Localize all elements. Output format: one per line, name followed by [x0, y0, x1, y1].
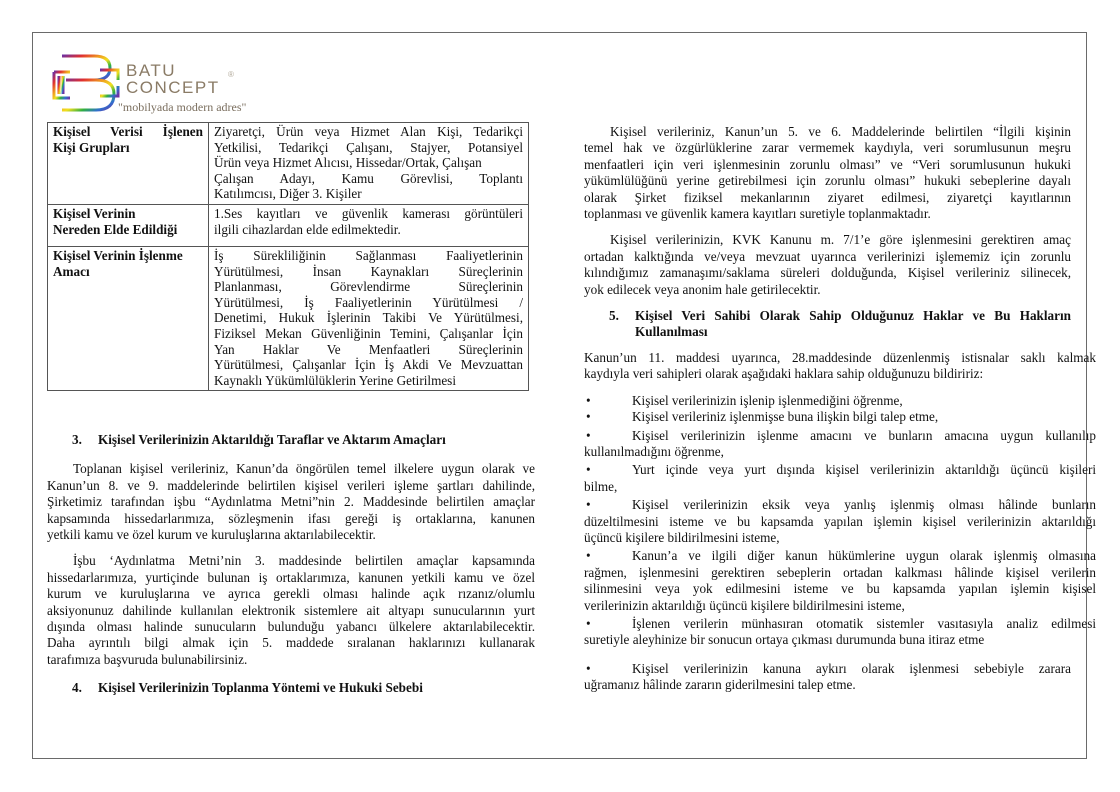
value-line: Yürütülmesi, İnsan Kaynakları Süreçlerinin [214, 263, 523, 279]
table-row [48, 246, 529, 390]
left-column [47, 432, 535, 697]
text-line: Kanun’un 8. ve 9. maddelerinde belirtilen kişisel verileri işleme şartları dahilinde, [47, 477, 535, 493]
table-row-value [209, 123, 529, 205]
rights-list [584, 393, 1096, 694]
list-item [584, 428, 1096, 461]
text-line: yok edilecek veya anonim hale getirilecektir. [584, 281, 821, 297]
value-line: Ürün veya Hizmet Alıcısı, Hissedar/Ortak, Çalışan [214, 155, 482, 171]
text-line: düzeltilmesini isteme ve bu kapsamda yapılan işlemin kişisel verilerinizin aktarıldığı [584, 513, 1096, 529]
label-line: Nereden Elde Edildiği [53, 221, 178, 237]
list-item [584, 462, 1096, 495]
text-line: İşbu ‘Aydınlatma Metni’nin 3. maddesinde belirtilen amaçlar kapsamında [73, 553, 535, 569]
text-line: Kişisel verilerinizin kanuna aykırı olarak işlenmesi sebebiyle zarara [632, 660, 1071, 676]
text-line: dışında olması halinde sunucuların bulunduğu yabancı ülkelere aktarılabilecektir. [47, 619, 535, 635]
text-line: silinmesini veya yok edilmesini isteme ve bu kapsamda yapılan işlemin kişisel [584, 581, 1096, 597]
logo-brand-line1: BATU [126, 61, 177, 80]
logo-monogram-icon [52, 52, 122, 114]
table-row [48, 204, 529, 246]
section-title: Kişisel Verilerinizin Toplanma Yöntemi ve Hukuki Sebebi [98, 680, 423, 696]
logo-wordmark [126, 62, 220, 96]
value-line: Yürütülmesi, Çalışanlar İçin İş Akdi Ve Mevzuattan [214, 357, 523, 373]
text-line: kurum ve kuruluşlarına ve ayrıca gerekli olması halinde açık rızanız/olumlu [47, 586, 535, 602]
text-line: Kişisel verilerinizin eksik veya yanlış işlenmiş olması hâlinde bunların [632, 497, 1096, 513]
text-line: kapsamında hissedarlarımıza, sözleşmenin ifası gereği iş ortaklarına, kanunen [47, 510, 535, 526]
company-logo [52, 52, 252, 118]
rights-intro [584, 350, 1096, 383]
section-3-paragraph-1 [47, 461, 535, 543]
section-title: Kişisel Verilerinizin Aktarıldığı Taraflar ve Aktarım Amaçları [98, 432, 446, 447]
label-line: Kişisel Verinin [53, 205, 136, 221]
registered-mark: ® [228, 70, 234, 79]
label-line: Kişi Grupları [53, 139, 130, 155]
section-3-heading [47, 432, 535, 448]
value-line: Kaynaklı Yükümlülüklerin Yerine Getirilmesi [214, 372, 456, 388]
list-item [584, 409, 1096, 425]
text-line: kullanılmadığını öğrenme, [584, 443, 724, 459]
bullet-icon: • [586, 497, 591, 513]
text-line: kılındığımız zamanaşımı/saklama süreleri dolduğunda, Kişisel verileriniz silinecek, [584, 265, 1071, 281]
text-line: Toplanan kişisel verileriniz, Kanun’da öngörülen temel ilkelere uygun olarak ve [73, 461, 535, 477]
list-item [584, 548, 1096, 614]
logo-brand-line2: CONCEPT [126, 78, 220, 97]
text-line: Kişisel verilerinizin işlenme amacını ve bunların amacına uygun kullanılıp [632, 427, 1096, 443]
text-line: Şirketimiz tarafından işbu “Aydınlatma Metni”nin 2. Maddesinde belirtilen amaçlar [47, 494, 535, 510]
retention-paragraph [584, 232, 1071, 298]
text-line: menfaatleri için veri işlenmesinin zorunlu olması” ve “Veri sorumlusunun hukuki [584, 156, 1071, 172]
list-item [584, 616, 1096, 649]
text-line: tarafımıza başvuruda bulunabilirsiniz. [47, 651, 248, 667]
value-line: 1.Ses kayıtları ve güvenlik kamerası görüntüleri [214, 205, 523, 221]
value-line: Fiziksel Mekan Güvenliğinin Temini, Çalışanlar İçin [214, 325, 523, 341]
value-line: Yetkilisi, Tedarikçi Çalışanı, Stajyer, Potansiyel [214, 139, 523, 155]
value-line: Çalışan Adayı, Kamu Görevlisi, Toplantı [214, 170, 523, 186]
list-item [584, 661, 1071, 694]
section-title-line: Kişisel Veri Sahibi Olarak Sahip Olduğunuz Haklar ve Bu Hakların [635, 308, 1071, 324]
section-number: 3. [72, 432, 82, 447]
label-line: Kişisel Verisi İşlenen [53, 124, 203, 139]
text-line: Kişisel verileriniz işlenmişse buna ilişkin bilgi talep etme, [632, 409, 939, 425]
text-line: ortadan kalktığında ve/veya mevzuat uyarınca verilerinizi işlememiz için zorunlu [584, 248, 1071, 264]
logo-tagline: "mobilyada modern adres" [118, 100, 247, 114]
value-line: Denetimi, Hukuk İşlerinin Takibi Ve Yürütülmesi, [214, 310, 523, 326]
bullet-icon: • [586, 548, 591, 564]
value-line: ilgili cihazlardan elde edilmektedir. [214, 221, 401, 237]
bullet-icon: • [586, 660, 591, 676]
right-column [584, 124, 1096, 694]
text-line: Kanun’un 11. maddesi uyarınca, 28.maddesinde düzenlenmiş istisnalar saklı kalmak [584, 349, 1096, 365]
table-row-label [48, 123, 209, 205]
list-item [584, 497, 1096, 546]
bullet-icon: • [586, 409, 591, 425]
section-number: 4. [72, 680, 82, 696]
text-line: Kişisel verilerinizin işlenip işlenmediğini öğrenme, [632, 392, 903, 408]
section-3-paragraph-2 [47, 553, 535, 668]
text-line: aksiyonunuz dahilinde kullanılan elektronik sistemlere ait altyapı sunucularının yurt [47, 602, 535, 618]
text-line: olarak Şirket fiziksel mekanlarının ziyaret edilmesi, ziyaretçi kayıtlarının [584, 189, 1071, 205]
text-line: kaydıyla veri sahipleri olarak aşağıdaki haklara sahip olduğunuzu bildiririz: [584, 366, 984, 382]
text-line: Yurt içinde veya yurt dışında kişisel verilerinizin aktarıldığı üçüncü kişileri [632, 462, 1096, 478]
table-row [48, 123, 529, 205]
table-row-value [209, 246, 529, 390]
text-line: bilme, [584, 478, 618, 494]
bullet-icon: • [586, 427, 591, 443]
section-5-heading [584, 308, 1071, 341]
legal-basis-paragraph [584, 124, 1071, 222]
list-item [584, 393, 1096, 409]
text-line: temel hak ve özgürlüklerine zarar vermemek kaydıyla, veri sorumlusunun meşru [584, 140, 1071, 156]
table-row-label [48, 246, 209, 390]
text-line: Kişisel verilerinizin, KVK Kanunu m. 7/1’e göre işlenmesini gerektiren amaç [610, 232, 1071, 248]
text-line: suretiyle aleyhinize bir sonucun ortaya çıkması durumunda buna itiraz etme [584, 632, 985, 648]
value-line: İş Sürekliliğinin Sağlanması Faaliyetlerinin [214, 247, 523, 263]
personal-data-table [47, 122, 529, 391]
text-line: yetkili kamu ve özel kurum ve kuruluşlarına aktarılabilecektir. [47, 527, 376, 543]
text-line: rağmen, işlenmesini gerektiren sebeplerin ortadan kalkması hâlinde kişisel verilerin [584, 564, 1096, 580]
text-line: yükümlülüğünü yerine getirebilmesi için zorunlu olması” hukuki sebeplerine dayalı [584, 173, 1071, 189]
text-line: Daha ayrıntılı bilgi almak için 5. maddede sıralanan haklarınızı kullanarak [47, 635, 535, 651]
value-line: Yürütülmesi, İş Faaliyetlerinin Yürütülmesi / [214, 294, 523, 310]
section-title-line: Kullanılması [635, 324, 708, 340]
section-number: 5. [609, 308, 619, 324]
text-line: Kişisel verileriniz, Kanun’un 5. ve 6. Maddelerinde belirtilen “İlgili kişinin [610, 124, 1071, 139]
value-line: Ziyaretçi, Ürün veya Hizmet Alan Kişi, Tedarikçi [214, 124, 523, 139]
label-line: Kişisel Verinin İşlenme [53, 247, 183, 263]
table-row-label [48, 204, 209, 246]
text-line: toplanması ve güvenlik kamera kayıtları suretiyle toplanmaktadır. [584, 206, 931, 222]
value-line: Katılımcısı, Diğer 3. Kişiler [214, 186, 362, 202]
text-line: üçüncü kişilere bildirilmesini isteme, [584, 529, 780, 545]
text-line: verilerinizin aktarıldığı üçüncü kişilere bildirilmesini isteme, [584, 597, 905, 613]
value-line: Yan Haklar Ve Menfaatleri Süreçlerinin [214, 341, 523, 357]
text-line: Kanun’a ve ilgili diğer kanun hükümlerine uygun olarak işlenmiş olmasına [632, 548, 1096, 564]
bullet-icon: • [586, 615, 591, 631]
text-line: hissedarlarımıza, yurtiçinde bulunan iş ortaklarımıza, kanunen yetkili kamu ve özel [47, 569, 535, 585]
table-row-value [209, 204, 529, 246]
label-line: Amacı [53, 263, 90, 279]
section-4-heading [47, 680, 535, 696]
bullet-icon: • [586, 392, 591, 408]
text-line: İşlenen verilerin münhasıran otomatik sistemler vasıtasıyla analiz edilmesi [632, 615, 1096, 631]
text-line: uğramanız hâlinde zararın giderilmesini talep etme. [584, 677, 856, 693]
bullet-icon: • [586, 462, 591, 478]
value-line: Planlanması, Görevlendirme Süreçlerinin [214, 279, 523, 295]
